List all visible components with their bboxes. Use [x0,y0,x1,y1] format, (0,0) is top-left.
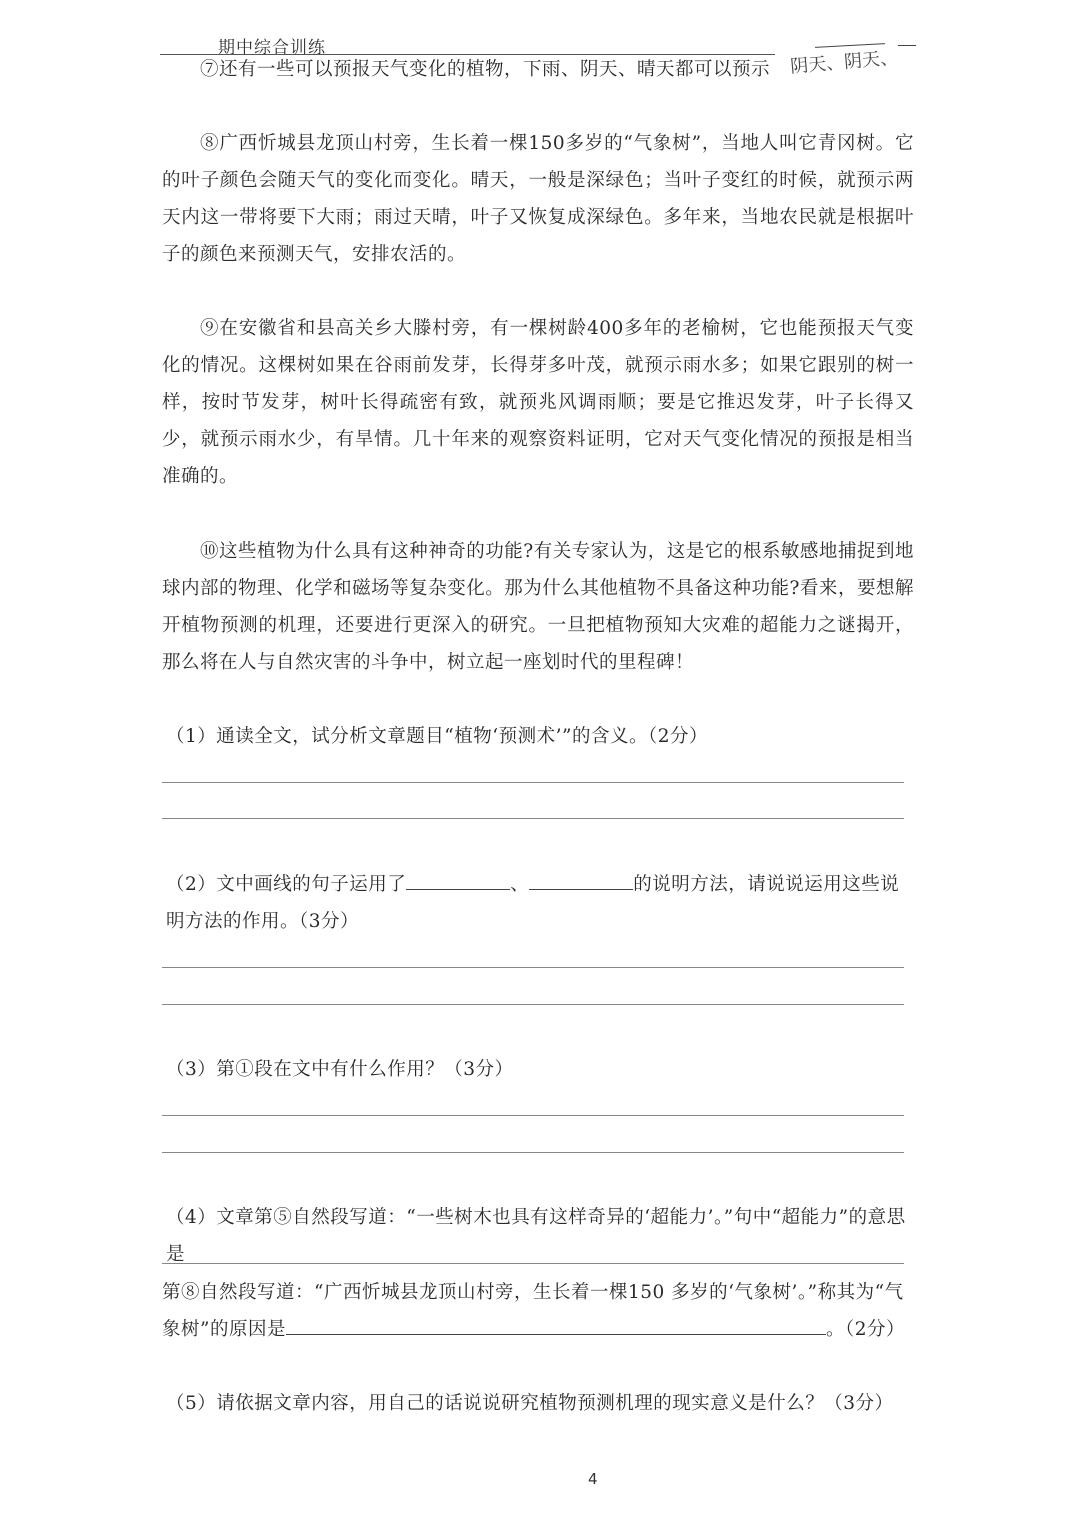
question-4-part-3 [162,1311,907,1348]
answer-line[interactable] [162,1115,904,1116]
page-number: 4 [588,1470,598,1488]
question-4-text-d: 。（2分） [825,1319,905,1340]
answer-line[interactable] [162,1152,904,1153]
question-5: （5）请依据文章内容，用自己的话说说研究植物预测机理的现实意义是什么？（3分） [166,1393,894,1414]
answer-line[interactable] [162,782,904,783]
answer-line[interactable] [162,818,904,819]
paragraph-7-line: ⑦还有一些可以预报天气变化的植物，下雨、阴天、晴天都可以预示 [200,59,771,80]
overlapping-text-fragment: 阴天、阴天、 [789,47,899,78]
fill-blank-3[interactable] [286,1312,826,1335]
question-4-text-c: 象树”的原因是 [162,1319,286,1340]
question-2-text-b: 的说明方法，请说说运用这些说 [633,874,900,895]
question-3: （3）第①段在文中有什么作用？（3分） [166,1059,514,1080]
header-title: 期中综合训练 [218,38,326,58]
paragraph-8: ⑧广西忻城县龙顶山村旁，生长着一棵150多岁的“气象树”，当地人叫它青冈树。它的叶子颜色会随天气的变化而变化。晴天，一般是深绿色；当叶子变红的时候，就预示两天内这一带将要下大雨；雨过天晴，叶子又恢复成深绿色。多年来，当地农民就是根据叶子的颜色来预测天气，安排农活的。 [162,133,914,265]
question-2 [166,866,911,903]
answer-line[interactable] [162,1263,904,1264]
fill-blank-2[interactable] [529,867,633,890]
question-2-text-a: （2）文中画线的句子运用了 [166,874,407,895]
overlap-dash [898,45,916,46]
paragraph-10: ⑩这些植物为什么具有这种神奇的功能?有关专家认为，这是它的根系敏感地捕捉到地球内部的物理、化学和磁场等复杂变化。那为什么其他植物不具备这种功能?看来，要想解开植物预测的机理，还要进行更深入的研究。一旦把植物预知大灾难的超能力之谜揭开，那么将在人与自然灾害的斗争中，树立起一座划时代的里程碑！ [162,541,914,673]
question-4-part-2: 第⑧自然段写道：“广西忻城县龙顶山村旁，生长着一棵150 多岁的‘气象树’。”称其为“气 [162,1282,904,1303]
fill-blank-1[interactable] [406,867,510,890]
paragraph-9: ⑨在安徽省和县高关乡大滕村旁，有一棵树龄400多年的老榆树，它也能预报天气变化的情况。这棵树如果在谷雨前发芽，长得芽多叶茂，就预示雨水多；如果它跟别的树一样，按时节发芽，树叶长得疏密有致，就预兆风调雨顺；要是它推迟发芽，叶子长得又少，就预示雨水少，有旱情。几十年来的观察资料证明，它对天气变化情况的预报是相当准确的。 [162,318,914,487]
answer-line[interactable] [162,967,904,968]
answer-line[interactable] [162,1004,904,1005]
question-2-separator: 、 [510,874,530,895]
question-1: （1）通读全文，试分析文章题目“植物‘预测术’”的含义。（2分） [166,726,708,747]
question-4: （4）文章第⑤自然段写道：“一些树木也具有这样奇异的‘超能力’。”句中“超能力”的意思是 [166,1207,906,1265]
header-rule [160,54,775,55]
question-2-continued: 明方法的作用。（3分） [166,911,360,932]
